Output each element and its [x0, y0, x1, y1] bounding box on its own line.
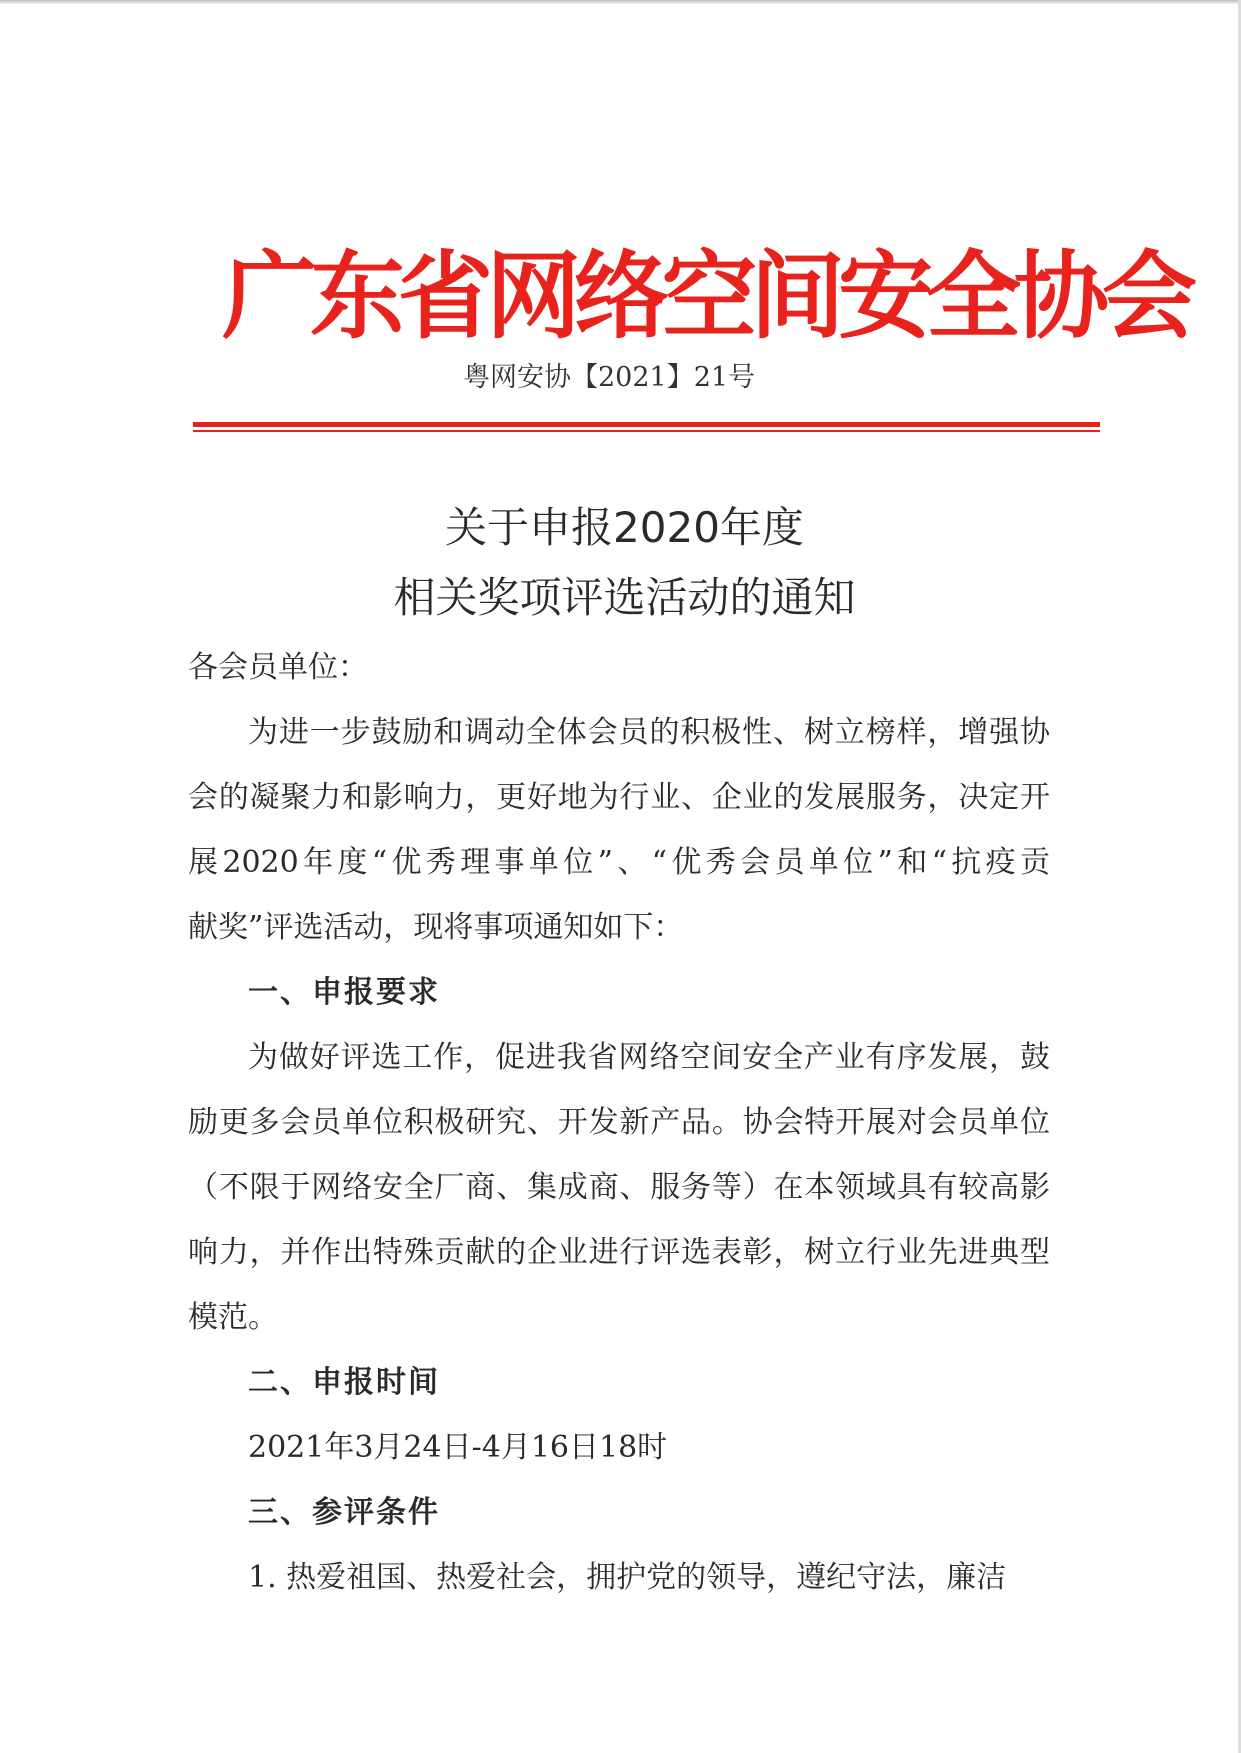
intro-line-2: 会的凝聚力和影响力，更好地为行业、企业的发展服务，决定开: [188, 780, 1050, 815]
document-number: 粤网安协【2021】21号: [463, 362, 756, 393]
section-1-line-1: 为做好评选工作，促进我省网络空间安全产业有序发展，鼓: [248, 1040, 1050, 1075]
intro-line-4: 献奖”评选活动，现将事项通知如下：: [188, 910, 684, 945]
section-3-item-1: 1. 热爱祖国、热爱社会，拥护党的领导，遵纪守法，廉洁: [248, 1560, 1007, 1595]
intro-line-3: 展2020年度“优秀理事单位”、“优秀会员单位”和“抗疫贡: [188, 845, 1050, 880]
section-1-heading: 一、申报要求: [248, 975, 440, 1010]
section-3-heading: 三、参评条件: [248, 1495, 440, 1530]
notice-title-line-2: 相关奖项评选活动的通知: [393, 573, 856, 622]
intro-line-1: 为进一步鼓励和调动全体会员的积极性、树立榜样，增强协: [248, 715, 1050, 750]
section-2-heading: 二、申报时间: [248, 1365, 440, 1400]
organization-masthead: 广东省网络空间安全协会: [222, 242, 1191, 352]
section-2-date-range: 2021年3月24日-4月16日18时: [248, 1430, 668, 1465]
salutation: 各会员单位：: [188, 650, 368, 685]
red-divider-line-thin: [193, 430, 1100, 432]
scan-edge-top: [0, 0, 1241, 4]
notice-title-line-1: 关于申报2020年度: [445, 503, 804, 552]
red-divider-line: [193, 422, 1100, 427]
section-1-line-5: 模范。: [188, 1300, 278, 1335]
section-1-line-4: 响力，并作出特殊贡献的企业进行评选表彰，树立行业先进典型: [188, 1235, 1050, 1270]
section-1-line-2: 励更多会员单位积极研究、开发新产品。协会特开展对会员单位: [188, 1105, 1050, 1140]
section-1-line-3: （不限于网络安全厂商、集成商、服务等）在本领域具有较高影: [188, 1170, 1050, 1205]
